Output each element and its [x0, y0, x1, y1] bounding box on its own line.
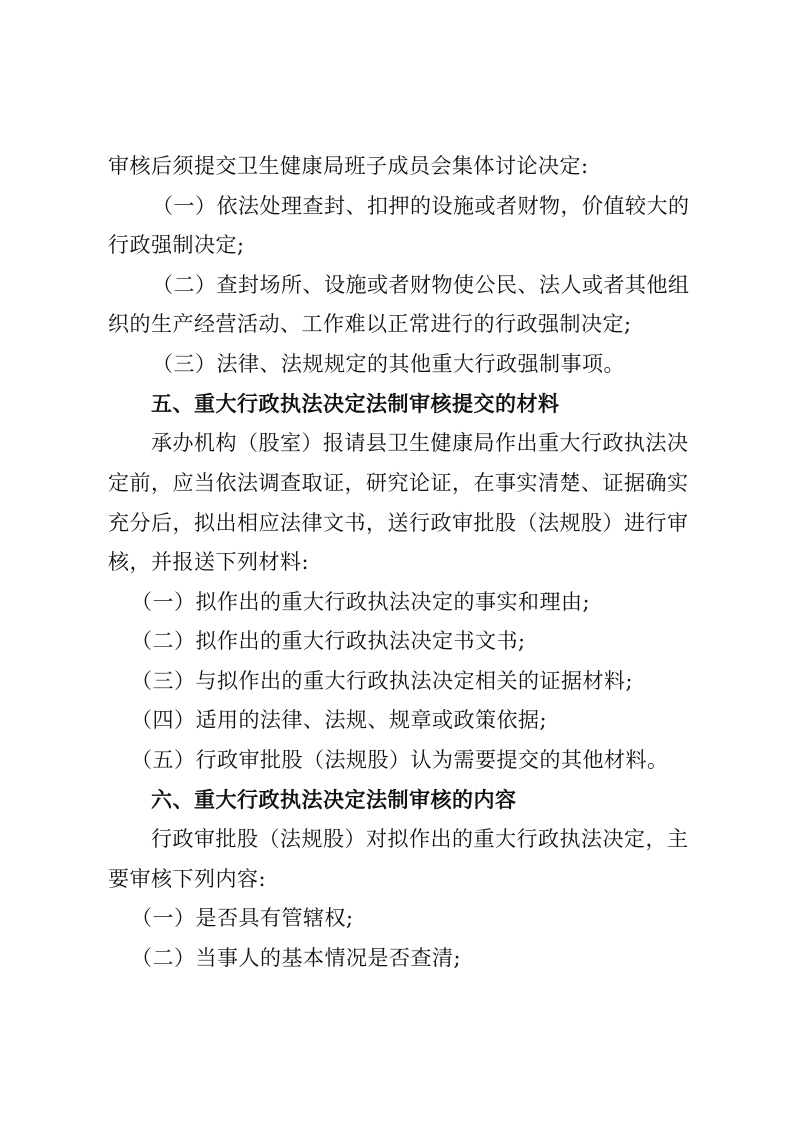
body-line: 审核后须提交卫生健康局班子成员会集体讨论决定:: [108, 154, 589, 178]
paragraph-line: 充分后，拟出相应法律文书，送行政审批股（法规股）进行审: [108, 511, 689, 535]
list-item-line: （四）适用的法律、法规、规章或政策依据;: [131, 708, 548, 732]
body-line: 行政强制决定;: [108, 233, 245, 257]
list-item-line: （二）当事人的基本情况是否查清;: [131, 946, 462, 970]
list-item-line: （一）拟作出的重大行政执法决定的事实和理由;: [131, 590, 591, 614]
paragraph-line: 要审核下列内容:: [108, 867, 267, 891]
paragraph-line: 行政审批股（法规股）对拟作出的重大行政执法决定，主: [151, 827, 689, 851]
list-item-line: （三）与拟作出的重大行政执法决定相关的证据材料;: [131, 669, 634, 693]
paragraph-line: 核，并报送下列材料:: [108, 550, 310, 574]
paragraph-line: 定前，应当依法调查取证，研究论证，在事实清楚、证据确实: [108, 471, 689, 495]
section-heading: 六、重大行政执法决定法制审核的内容: [151, 788, 517, 812]
list-item-line: （一）依法处理查封、扣押的设施或者财物，价值较大的: [152, 194, 690, 218]
list-item-line: （二）查封场所、设施或者财物使公民、法人或者其他组: [152, 273, 690, 297]
list-item-line: （三）法律、法规规定的其他重大行政强制事项。: [152, 352, 625, 376]
body-line: 织的生产经营活动、工作难以正常进行的行政强制决定;: [108, 312, 632, 336]
paragraph-line: 承办机构（股室）报请县卫生健康局作出重大行政执法决: [151, 431, 689, 455]
list-item-line: （二）拟作出的重大行政执法决定书文书;: [131, 629, 526, 653]
list-item-line: （一）是否具有管辖权;: [131, 906, 354, 930]
list-item-line: （五）行政审批股（法规股）认为需要提交的其他材料。: [131, 748, 669, 772]
section-heading: 五、重大行政执法决定法制审核提交的材料: [151, 392, 560, 416]
